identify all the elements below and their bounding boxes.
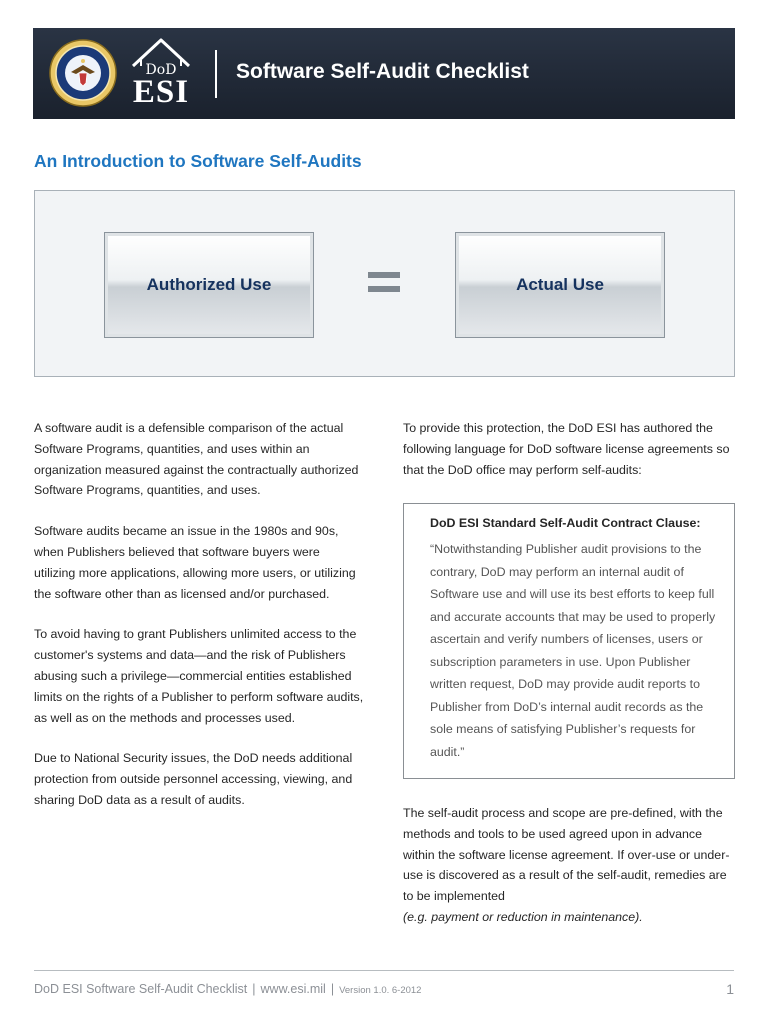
left-column — [34, 418, 364, 831]
document-title: Software Self-Audit Checklist — [236, 60, 529, 83]
section-title: An Introduction to Software Self-Audits — [34, 151, 362, 171]
footer-doc-name: DoD ESI Software Self-Audit Checklist — [34, 982, 248, 996]
footer-website-link[interactable]: www.esi.mil — [260, 982, 326, 996]
right-column-closing — [403, 803, 733, 928]
footer-version: Version 1.0. 6-2012 — [339, 985, 422, 996]
paragraph-intro: To provide this protection, the DoD ESI has authored the following language for DoD software license agreements so that the DoD office may perform self-audits: — [403, 421, 730, 477]
logo-esi-text: ESI — [132, 74, 190, 110]
logo-dod-text: DoD — [145, 62, 177, 78]
paragraph-definition: A software audit is a defensible comparison of the actual Software Programs, quantities, and uses within an organization measured against the contractually authorized Software Programs, quantities, and uses. — [34, 421, 359, 498]
authorized-use-label: Authorized Use — [146, 275, 272, 294]
authorized-use-box — [104, 232, 314, 338]
actual-use-label: Actual Use — [516, 275, 604, 294]
clause-text: “Notwithstanding Publisher audit provisions to the contrary, DoD may perform an internal audit of Software use and will use its best efforts to keep full and accurate accounts that may be used to properly ascertain and verify numbers of licenses, users or subscription parameters in use. Upon Publisher written request, DoD may provide audit reports to Publisher from DoD’s internal audit records as the sole means of satisfying Publisher’s requests for audit.” — [430, 542, 716, 759]
dod-esi-logo — [125, 36, 197, 112]
footer-separator: | — [252, 982, 256, 996]
paragraph-closing: The self-audit process and scope are pre-defined, with the methods and tools to be used agreed upon in advance within the software license agreement. If over-use or under-use is discovered as a result of the self-audit, remedies are to be implemented — [403, 806, 730, 904]
footer-separator-2: | — [330, 982, 335, 996]
closing-example: (e.g. payment or reduction in maintenance). — [403, 909, 643, 924]
footer — [34, 982, 421, 996]
dod-seal-logo — [49, 39, 117, 107]
right-column-intro — [403, 418, 733, 500]
paragraph-limits: To avoid having to grant Publishers unlimited access to the customer's systems and data—and the risk of Publishers abusing such a privilege—commercial entities established limits on the rights of a Publisher to perform software audits, as well as on the methods and processes used. — [34, 627, 364, 725]
paragraph-history: Software audits became an issue in the 1980s and 90s, when Publishers believed that software buyers were utilizing more applications, allowing more users, or utilizing the software other than as licensed and/or purchased. — [34, 524, 356, 601]
contract-clause-box — [403, 503, 735, 779]
footer-divider — [34, 970, 734, 971]
header-divider — [215, 50, 217, 98]
clause-title: DoD ESI Standard Self-Audit Contract Clause: — [430, 516, 701, 530]
paragraph-security: Due to National Security issues, the DoD needs additional protection from outside personnel accessing, viewing, and sharing DoD data as a result of audits. — [34, 751, 353, 807]
actual-use-box — [455, 232, 665, 338]
use-comparison-diagram — [34, 190, 735, 377]
page-number: 1 — [726, 981, 734, 997]
equals-icon — [368, 272, 400, 300]
header-banner — [33, 28, 735, 119]
